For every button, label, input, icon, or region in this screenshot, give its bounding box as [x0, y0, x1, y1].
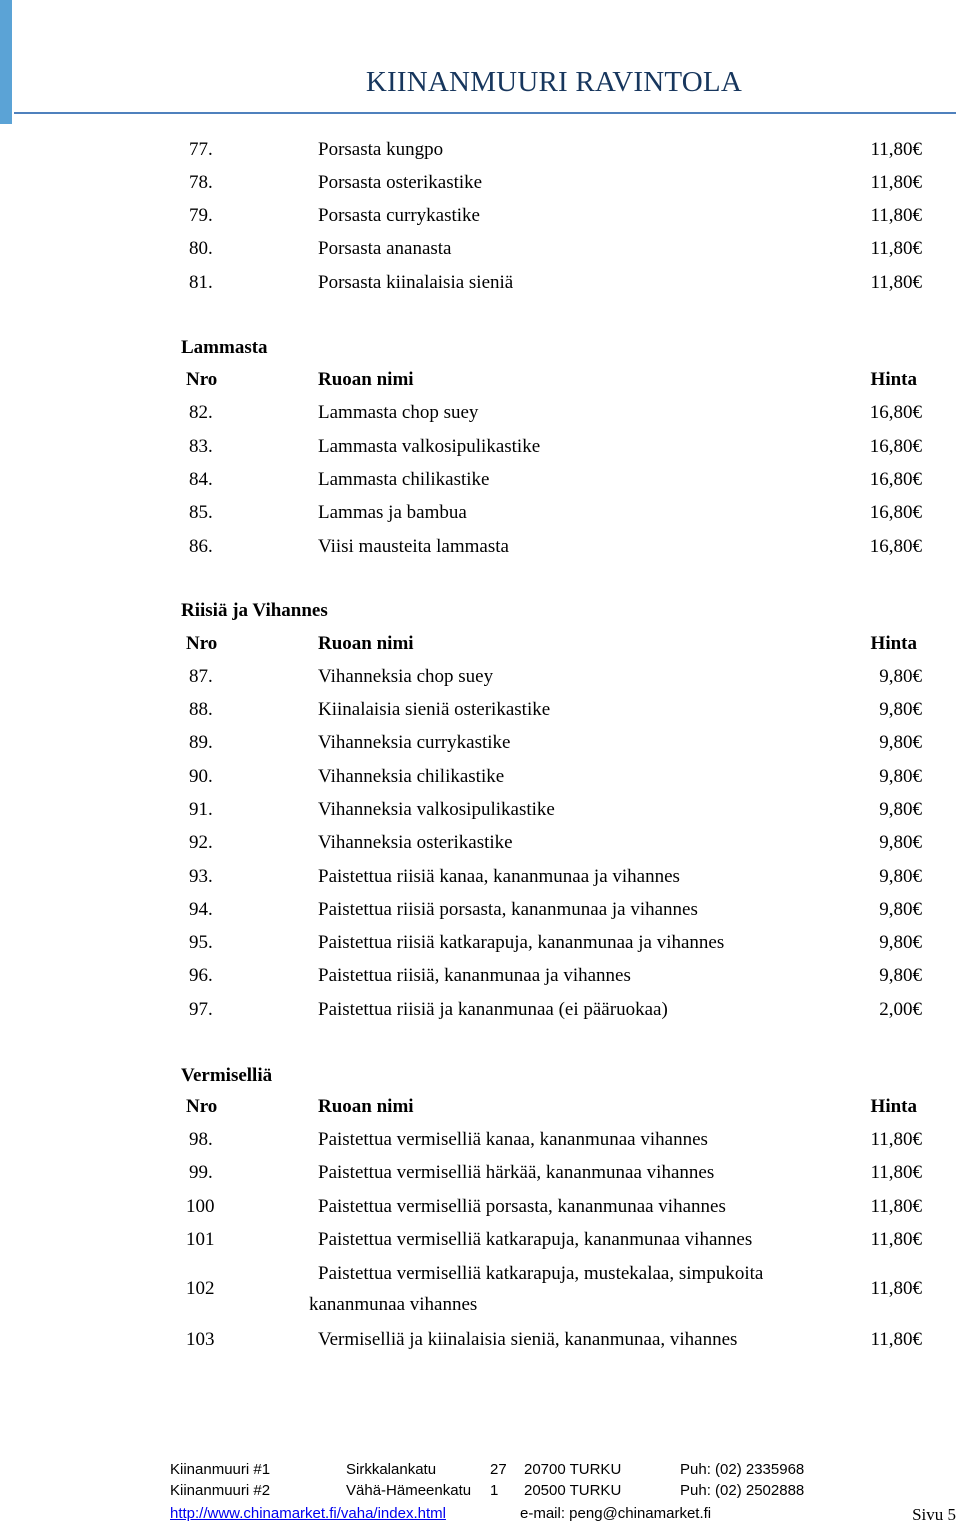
item-number: 88. — [189, 699, 213, 720]
item-price: 9,80€ — [879, 965, 922, 986]
footer-restaurant-name: Kiinanmuuri #2 — [170, 1482, 271, 1499]
item-price: 9,80€ — [879, 866, 922, 887]
item-price: 11,80€ — [870, 205, 922, 226]
item-price: 11,80€ — [870, 1129, 922, 1150]
column-header-row — [0, 1096, 960, 1129]
menu-row — [0, 965, 960, 998]
item-name: Paistettua riisiä katkarapuja, kananmunaa ja vihannes — [318, 932, 725, 953]
item-name: Porsasta osterikastike — [318, 172, 483, 193]
footer-email: e-mail: peng@chinamarket.fi — [520, 1505, 712, 1522]
column-header-nro: Nro — [186, 1096, 218, 1117]
menu-row — [0, 205, 960, 238]
item-name: Paistettua riisiä, kananmunaa ja vihannes — [318, 965, 631, 986]
item-name-line2: kananmunaa vihannes — [309, 1294, 478, 1315]
item-price: 11,80€ — [870, 272, 922, 293]
item-number: 99. — [189, 1162, 213, 1183]
item-name: Porsasta ananasta — [318, 238, 452, 259]
footer-street: Vähä-Hämeenkatu — [346, 1482, 472, 1499]
item-name-line1: Paistettua vermiselliä katkarapuja, mustekalaa, simpukoita — [318, 1263, 764, 1284]
menu-row — [0, 172, 960, 205]
menu-row — [0, 932, 960, 965]
footer-contact — [0, 1505, 960, 1527]
menu-row — [0, 402, 960, 435]
item-price: 9,80€ — [879, 932, 922, 953]
page-edge-mark — [0, 0, 12, 124]
item-price: 16,80€ — [869, 536, 922, 557]
footer-street-number: 1 — [490, 1482, 499, 1499]
item-price: 16,80€ — [869, 502, 922, 523]
item-name: Porsasta kiinalaisia sieniä — [318, 272, 514, 293]
item-price: 9,80€ — [879, 766, 922, 787]
item-name: Viisi mausteita lammasta — [318, 536, 509, 557]
item-number: 95. — [189, 932, 213, 953]
item-name: Lammasta valkosipulikastike — [318, 436, 541, 457]
item-number: 93. — [189, 866, 213, 887]
menu-row — [0, 766, 960, 799]
menu-row — [0, 272, 960, 305]
item-name: Paistettua riisiä ja kananmunaa (ei pääruokaa) — [318, 999, 668, 1020]
section-title-lammasta: Lammasta — [181, 337, 268, 358]
item-price: 2,00€ — [879, 999, 922, 1020]
column-header-name: Ruoan nimi — [318, 369, 414, 390]
item-price: 16,80€ — [869, 402, 922, 423]
item-name: Vihanneksia osterikastike — [318, 832, 513, 853]
menu-row — [0, 1129, 960, 1162]
menu-row — [0, 732, 960, 765]
item-price: 9,80€ — [879, 699, 922, 720]
item-price: 11,80€ — [870, 1196, 922, 1217]
section-title-riisia: Riisiä ja Vihannes — [181, 600, 328, 621]
item-name: Paistettua vermiselliä porsasta, kananmunaa vihannes — [318, 1196, 726, 1217]
menu-row — [0, 536, 960, 569]
item-name: Paistettua vermiselliä kanaa, kananmunaa vihannes — [318, 1129, 708, 1150]
item-price: 9,80€ — [879, 666, 922, 687]
item-name: Lammasta chop suey — [318, 402, 479, 423]
item-number: 80. — [189, 238, 213, 259]
item-price: 11,80€ — [870, 238, 922, 259]
item-price: 9,80€ — [879, 799, 922, 820]
column-header-row — [0, 369, 960, 402]
footer-restaurant-name: Kiinanmuuri #1 — [170, 1461, 271, 1478]
column-header-price: Hinta — [870, 633, 917, 654]
item-name: Kiinalaisia sieniä osterikastike — [318, 699, 551, 720]
item-name: Porsasta currykastike — [318, 205, 480, 226]
footer-street-number: 27 — [490, 1461, 507, 1478]
item-price: 11,80€ — [870, 1278, 922, 1299]
menu-row — [0, 1329, 960, 1362]
item-number: 103 — [186, 1329, 215, 1350]
item-number: 81. — [189, 272, 213, 293]
column-header-price: Hinta — [870, 1096, 917, 1117]
item-name: Vermiselliä ja kiinalaisia sieniä, kananmunaa, vihannes — [318, 1329, 738, 1350]
item-name: Paistettua riisiä kanaa, kananmunaa ja vihannes — [318, 866, 680, 887]
item-number: 97. — [189, 999, 213, 1020]
item-number: 79. — [189, 205, 213, 226]
menu-row — [0, 1162, 960, 1195]
item-number: 101 — [186, 1229, 215, 1250]
item-name: Paistettua vermiselliä härkää, kananmunaa vihannes — [318, 1162, 715, 1183]
item-name: Lammasta chilikastike — [318, 469, 490, 490]
footer-city: 20500 TURKU — [524, 1482, 622, 1499]
item-number: 87. — [189, 666, 213, 687]
item-number: 94. — [189, 899, 213, 920]
page-title: KIINANMUURI RAVINTOLA — [365, 66, 742, 98]
item-price: 11,80€ — [870, 139, 922, 160]
menu-row — [0, 666, 960, 699]
item-number: 89. — [189, 732, 213, 753]
item-number: 96. — [189, 965, 213, 986]
item-price: 11,80€ — [870, 1162, 922, 1183]
item-name: Lammas ja bambua — [318, 502, 467, 523]
footer-phone: Puh: (02) 2502888 — [680, 1482, 805, 1499]
menu-row — [0, 1229, 960, 1262]
menu-row — [0, 799, 960, 832]
item-number: 77. — [189, 139, 213, 160]
item-price: 11,80€ — [870, 1329, 922, 1350]
header-divider — [14, 112, 956, 114]
item-name: Vihanneksia chilikastike — [318, 766, 505, 787]
section-title-vermiselli: Vermiselliä — [181, 1065, 273, 1086]
column-header-price: Hinta — [870, 369, 917, 390]
item-number: 90. — [189, 766, 213, 787]
menu-row — [0, 899, 960, 932]
column-header-name: Ruoan nimi — [318, 1096, 414, 1117]
item-number: 86. — [189, 536, 213, 557]
footer-phone: Puh: (02) 2335968 — [680, 1461, 805, 1478]
page-number: Sivu 5 — [912, 1505, 956, 1524]
item-name: Vihanneksia valkosipulikastike — [318, 799, 555, 820]
item-name: Vihanneksia chop suey — [318, 666, 494, 687]
item-price: 11,80€ — [870, 1229, 922, 1250]
item-number: 98. — [189, 1129, 213, 1150]
footer-city: 20700 TURKU — [524, 1461, 622, 1478]
column-header-name: Ruoan nimi — [318, 633, 414, 654]
item-number: 92. — [189, 832, 213, 853]
column-header-nro: Nro — [186, 369, 218, 390]
item-price: 16,80€ — [869, 469, 922, 490]
footer-street: Sirkkalankatu — [346, 1461, 437, 1478]
menu-row — [0, 866, 960, 899]
item-number: 78. — [189, 172, 213, 193]
menu-row — [0, 238, 960, 271]
item-name: Vihanneksia currykastike — [318, 732, 511, 753]
item-number: 91. — [189, 799, 213, 820]
footer-website-link[interactable]: http://www.chinamarket.fi/vaha/index.html — [170, 1505, 446, 1522]
footer-address-2 — [0, 1482, 960, 1502]
item-price: 9,80€ — [879, 832, 922, 853]
menu-row — [0, 502, 960, 535]
item-price: 9,80€ — [879, 899, 922, 920]
item-number: 100 — [186, 1196, 215, 1217]
menu-row — [0, 1263, 960, 1325]
item-price: 11,80€ — [870, 172, 922, 193]
menu-row — [0, 436, 960, 469]
item-number: 102 — [186, 1278, 215, 1299]
menu-row — [0, 999, 960, 1032]
item-number: 82. — [189, 402, 213, 423]
column-header-row — [0, 633, 960, 666]
menu-row — [0, 832, 960, 865]
menu-row — [0, 469, 960, 502]
column-header-nro: Nro — [186, 633, 218, 654]
menu-row — [0, 139, 960, 172]
menu-row — [0, 1196, 960, 1229]
item-price: 9,80€ — [879, 732, 922, 753]
item-name: Porsasta kungpo — [318, 139, 444, 160]
menu-row — [0, 699, 960, 732]
item-number: 84. — [189, 469, 213, 490]
footer-address-1 — [0, 1461, 960, 1481]
item-name: Paistettua riisiä porsasta, kananmunaa ja vihannes — [318, 899, 698, 920]
item-name: Paistettua vermiselliä katkarapuja, kananmunaa vihannes — [318, 1229, 753, 1250]
item-number: 83. — [189, 436, 213, 457]
item-number: 85. — [189, 502, 213, 523]
item-price: 16,80€ — [869, 436, 922, 457]
